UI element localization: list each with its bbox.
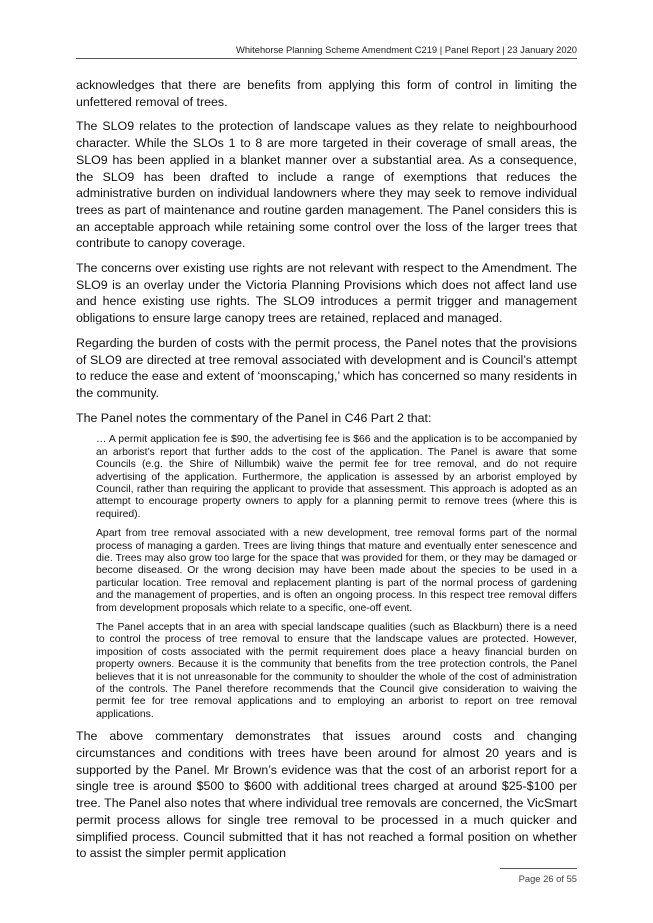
paragraph-permit-costs: Regarding the burden of costs with the permit process, the Panel notes that the provisions of SLO9 are directed at tree removal associated with development and is Council’s attempt to reduce the ease and extent of ‘moonscaping,’ which has concerned so many residents in the community.	[76, 335, 577, 400]
header-rule	[76, 58, 577, 59]
quote-paragraph: The Panel accepts that in an area with special landscape qualities (such as Blackburn) there is a need to control the process of tree removal to ensure that the landscape values are protected. However, imposition of costs associated with the permit requirement does place a heavy financial burden on property owners. Because it is the community that benefits from the tree protection controls, the Panel believes that it is not unreasonable for the community to shoulder the whole of the cost of administration of the controls. The Panel therefore recommends that the Council give consideration to waiving the permit fee for tree removal applications and to employing an arborist to report on tree removal applications.	[96, 622, 577, 720]
paragraph-existing-use-rights: The concerns over existing use rights are not relevant with respect to the Amendment. The SLO9 is an overlay under the Victoria Planning Provisions which does not affect land use and hence existing use rights. The SLO9 introduces a permit trigger and management obligations to ensure large canopy trees are retained, replaced and managed.	[76, 261, 577, 326]
paragraph-commentary: The above commentary demonstrates that issues around costs and changing circumstances and conditions with trees have been around for almost 20 years and is supported by the Panel. Mr Brown’s evidence was that the cost of an arborist report for a single tree is around $500 to $600 with additional trees charged at around $25-$100 per tree. The Panel also notes that where individual tree removals are concerned, the VicSmart permit process allows for single tree removal to be processed in a much quicker and simplified process. Council submitted that it has not reached a formal position on whether to assist the simpler permit application	[76, 729, 577, 861]
quote-paragraph: Apart from tree removal associated with a new development, tree removal forms part of the normal process of managing a garden. Trees are living things that mature and eventually enter senescence and die. Trees may also grow too large for the space that was provided for them, or they may be damaged or become diseased. Or the wrong decision may have been made about the species to be used in a particular location. Tree removal and replacement planting is part of the normal process of gardening and the management of properties, and is often an ongoing process. In this respect tree removal differs from development proposals which relate to a specific, one-off event.	[96, 528, 577, 614]
paragraph-slo9-landscape: The SLO9 relates to the protection of landscape values as they relate to neighbourhood character. While the SLOs 1 to 8 are more targeted in their coverage of small areas, the SLO9 has been applied in a blanket manner over a substantial area. As a consequence, the SLO9 has been drafted to include a range of exemptions that reduces the administrative burden on individual landowners where they may seek to remove individual trees as part of maintenance and routine garden management. The Panel considers this is an acceptable approach while retaining some control over the loss of the larger trees that contribute to canopy coverage.	[76, 119, 577, 251]
paragraph-continuation: acknowledges that there are benefits from applying this form of control in limiting the unfettered removal of trees.	[76, 78, 577, 109]
quote-paragraph: … A permit application fee is $90, the advertising fee is $66 and the application is to be accompanied by an arborist’s report that further adds to the cost of the application. The Panel is aware that some Councils (e.g. the Shire of Nillumbik) waive the permit fee for tree removal, and do not require advertising of the application. Furthermore, the application is assessed by an arborist employed by Council, rather than requiring the applicant to provide that assessment. This approach is adopted as an attempt to encourage property owners to apply for a planning permit to remove trees (where this is required).	[96, 434, 577, 520]
page-body	[76, 77, 577, 870]
block-quote	[96, 434, 577, 721]
running-header: Whitehorse Planning Scheme Amendment C219 | Panel Report | 23 January 2020	[235, 44, 577, 55]
paragraph-quote-intro: The Panel notes the commentary of the Panel in C46 Part 2 that:	[76, 410, 432, 425]
footer-rule	[500, 868, 577, 869]
page-number: Page 26 of 55	[518, 873, 577, 884]
